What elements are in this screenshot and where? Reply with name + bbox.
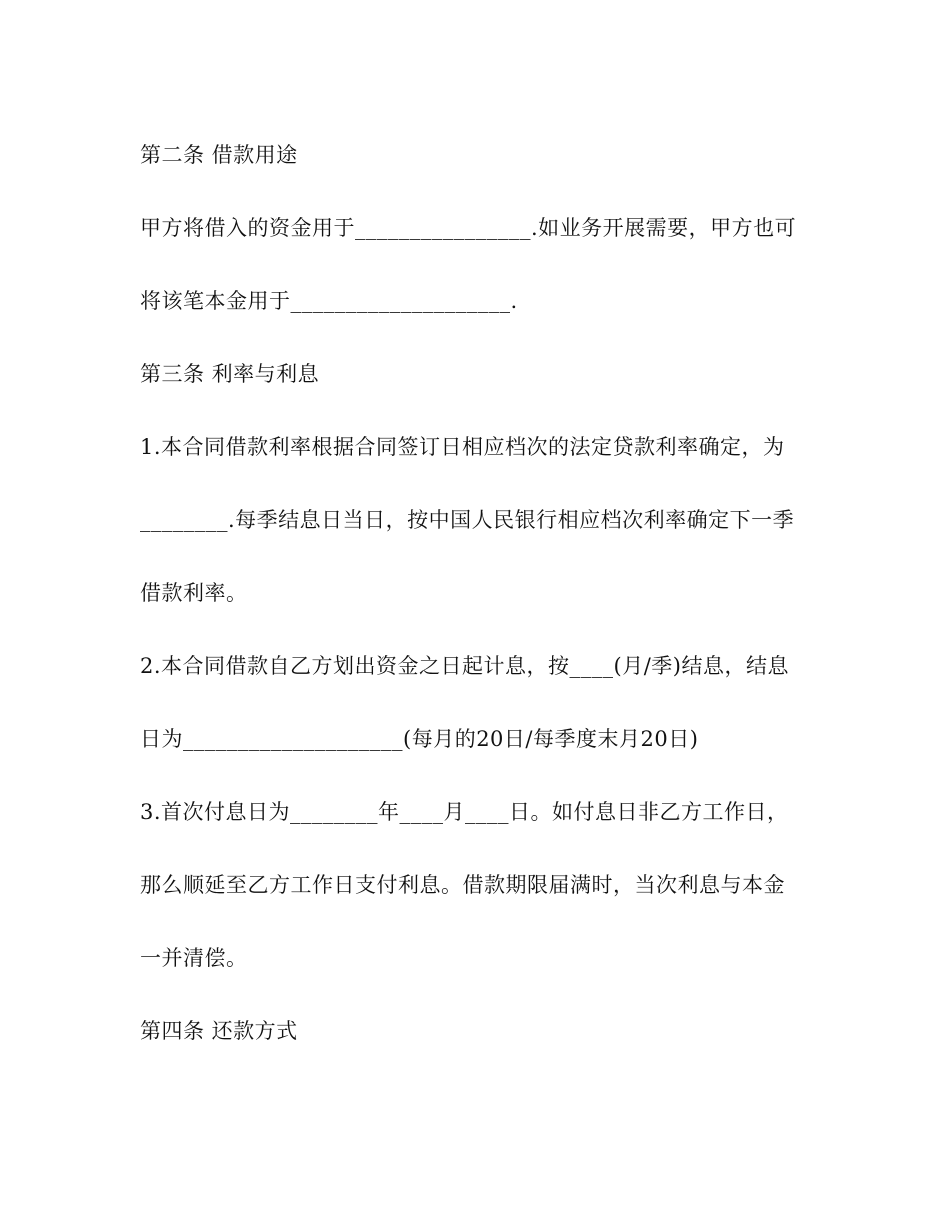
paragraph-line: 甲方将借入的资金用于________________.如业务开展需要，甲方也可 bbox=[140, 216, 797, 240]
paragraph-line: 1.本合同借款利率根据合同签订日相应档次的法定贷款利率确定，为 bbox=[140, 435, 785, 459]
paragraph-line: 2.本合同借款自乙方划出资金之日起计息，按____(月/季)结息，结息 bbox=[140, 654, 789, 678]
paragraph-line: 3.首次付息日为________年____月____日。如付息日非乙方工作日， bbox=[140, 800, 789, 824]
heading-article-2: 第二条 借款用途 bbox=[140, 143, 298, 167]
paragraph-line: 借款利率。 bbox=[140, 581, 248, 605]
heading-article-4: 第四条 还款方式 bbox=[140, 1019, 298, 1043]
paragraph-line: 那么顺延至乙方工作日支付利息。借款期限届满时，当次利息与本金 bbox=[140, 873, 785, 897]
paragraph-line: 日为____________________(每月的20日/每季度末月20日) bbox=[140, 727, 699, 751]
paragraph-line: 将该笔本金用于____________________. bbox=[140, 289, 518, 313]
heading-article-3: 第三条 利率与利息 bbox=[140, 362, 320, 386]
paragraph-line: 一并清偿。 bbox=[140, 946, 248, 970]
paragraph-line: ________.每季结息日当日，按中国人民银行相应档次利率确定下一季 bbox=[140, 508, 795, 532]
